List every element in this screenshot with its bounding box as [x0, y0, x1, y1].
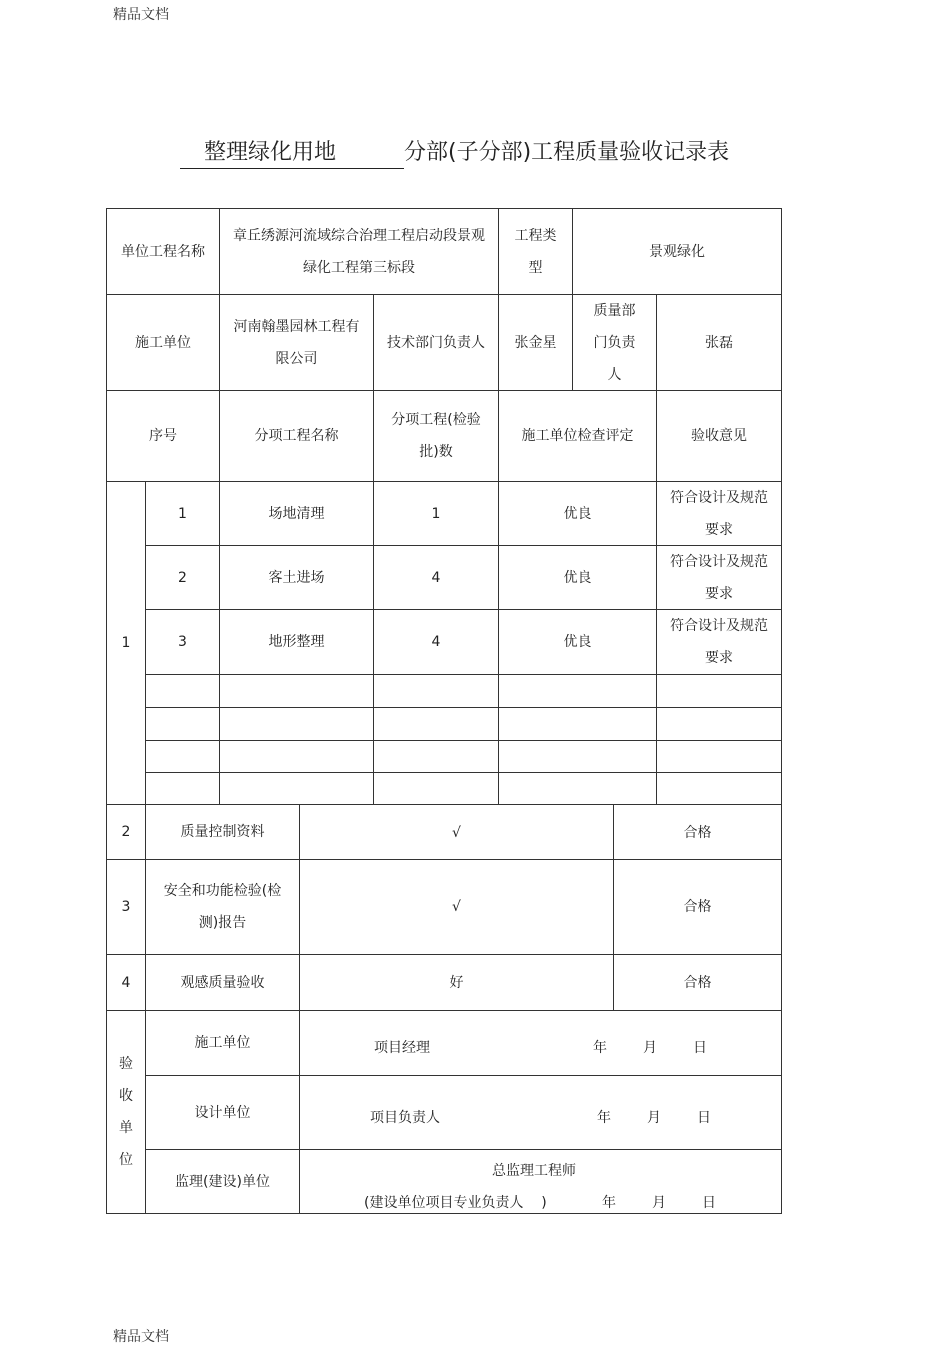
summary-row-4-label: 观感质量验收 — [145, 954, 300, 1011]
construction-unit-name: 河南翰墨园林工程有限公司 — [219, 294, 374, 391]
table-row-2-count: 4 — [373, 545, 499, 610]
table-row-2-opinion: 符合设计及规范要求 — [656, 545, 782, 610]
empty-cell — [373, 674, 499, 708]
acceptance-units-label: 验收单位 — [106, 1010, 146, 1214]
empty-cell — [145, 740, 220, 773]
group-1-number: 1 — [106, 481, 146, 805]
empty-cell — [498, 740, 657, 773]
acceptance-row-construction-unit: 施工单位 — [145, 1010, 300, 1076]
empty-cell — [656, 772, 782, 805]
table-row-1-name: 场地清理 — [219, 481, 374, 546]
summary-row-2-result: 合格 — [613, 804, 782, 860]
sign-role-chief-supervisor: 总监理工程师 — [492, 1163, 576, 1179]
construction-unit-label: 施工单位 — [106, 294, 220, 391]
empty-cell — [656, 740, 782, 773]
empty-cell — [219, 707, 374, 741]
acceptance-row-construction-sign — [299, 1010, 782, 1076]
unit-project-label: 单位工程名称 — [106, 208, 220, 295]
quality-head-name: 张磊 — [656, 294, 782, 391]
empty-cell — [373, 740, 499, 773]
table-row-1-no: 1 — [145, 481, 220, 546]
empty-cell — [219, 740, 374, 773]
table-row-1-opinion: 符合设计及规范要求 — [656, 481, 782, 546]
summary-row-4-no: 4 — [106, 954, 146, 1011]
header-watermark-top: 精品文档 — [113, 7, 169, 23]
col-item-name-header: 分项工程名称 — [219, 390, 374, 482]
empty-cell — [656, 707, 782, 741]
header-watermark-bottom: 精品文档 — [113, 1329, 169, 1345]
sign-year: 年 — [602, 1195, 616, 1211]
sign-year: 年 — [593, 1040, 607, 1056]
table-row-3-opinion: 符合设计及规范要求 — [656, 609, 782, 675]
quality-head-label: 质量部门负责人 — [572, 294, 657, 391]
col-opinion-header: 验收意见 — [656, 390, 782, 482]
summary-row-3-result: 合格 — [613, 859, 782, 955]
empty-cell — [373, 707, 499, 741]
sign-role-owner-lead: (建设单位项目专业负责人 ) — [364, 1195, 547, 1211]
sign-month: 月 — [652, 1195, 666, 1211]
empty-cell — [145, 707, 220, 741]
empty-cell — [145, 772, 220, 805]
project-type-label: 工程类型 — [498, 208, 573, 295]
empty-cell — [373, 772, 499, 805]
sign-day: 日 — [697, 1110, 711, 1126]
tech-head-label: 技术部门负责人 — [373, 294, 499, 391]
table-row-1-count: 1 — [373, 481, 499, 546]
title-underlined-part: 整理绿化用地 — [180, 138, 404, 169]
col-batch-count-header: 分项工程(检验批)数 — [373, 390, 499, 482]
col-seq-header: 序号 — [106, 390, 220, 482]
sign-year: 年 — [597, 1110, 611, 1126]
empty-cell — [498, 772, 657, 805]
table-row-2-check: 优良 — [498, 545, 657, 610]
empty-cell — [498, 674, 657, 708]
acceptance-row-design-unit: 设计单位 — [145, 1075, 300, 1150]
summary-row-2-no: 2 — [106, 804, 146, 860]
col-unit-check-header: 施工单位检查评定 — [498, 390, 657, 482]
table-row-3-no: 3 — [145, 609, 220, 675]
table-row-3-name: 地形整理 — [219, 609, 374, 675]
sign-role-project-manager: 项目经理 — [374, 1040, 430, 1056]
summary-row-3-label: 安全和功能检验(检测)报告 — [145, 859, 300, 955]
sign-day: 日 — [702, 1195, 716, 1211]
table-row-3-check: 优良 — [498, 609, 657, 675]
table-row-1-check: 优良 — [498, 481, 657, 546]
sign-month: 月 — [647, 1110, 661, 1126]
sign-day: 日 — [693, 1040, 707, 1056]
acceptance-row-supervision-unit: 监理(建设)单位 — [145, 1149, 300, 1214]
empty-cell — [498, 707, 657, 741]
table-row-2-name: 客土进场 — [219, 545, 374, 610]
tech-head-name: 张金星 — [498, 294, 573, 391]
summary-row-4-result: 合格 — [613, 954, 782, 1011]
summary-row-4-check: 好 — [299, 954, 614, 1011]
empty-cell — [219, 674, 374, 708]
table-row-3-count: 4 — [373, 609, 499, 675]
summary-row-2-label: 质量控制资料 — [145, 804, 300, 860]
summary-row-3-no: 3 — [106, 859, 146, 955]
summary-row-3-check: √ — [299, 859, 614, 955]
title-main-part: 分部(子分部)工程质量验收记录表 — [404, 140, 730, 165]
page-title — [180, 138, 729, 169]
unit-project-name: 章丘绣源河流域综合治理工程启动段景观绿化工程第三标段 — [219, 208, 499, 295]
summary-row-2-check: √ — [299, 804, 614, 860]
sign-role-project-lead: 项目负责人 — [370, 1110, 440, 1126]
table-row-2-no: 2 — [145, 545, 220, 610]
empty-cell — [145, 674, 220, 708]
project-type-value: 景观绿化 — [572, 208, 782, 295]
sign-month: 月 — [643, 1040, 657, 1056]
empty-cell — [219, 772, 374, 805]
empty-cell — [656, 674, 782, 708]
